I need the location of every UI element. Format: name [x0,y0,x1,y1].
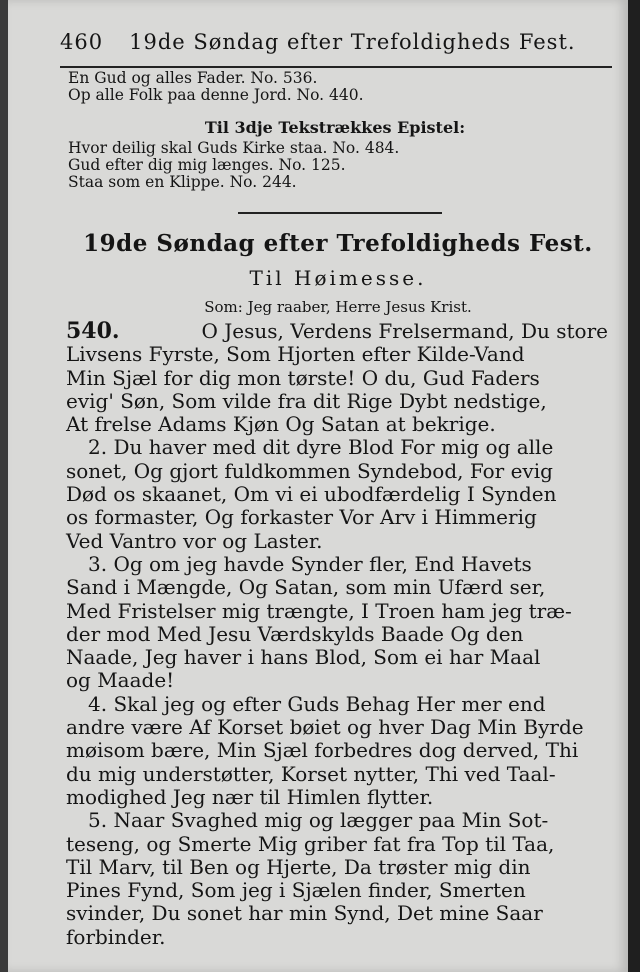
hymn-line-text: 5. Naar Svaghed mig og lægger paa Min Sot- [88,808,549,833]
running-title: 19de Søndag efter Trefoldigheds Fest. [129,30,576,54]
service-title: Til Høimesse. [249,266,427,290]
hymn-line-text: At frelse Adams Kjøn Og Satan at bekrige. [66,412,496,437]
hymn-line-text: du mig understøtter, Korset nytter, Thi ved Taal- [66,761,556,786]
hymn-line [66,367,608,390]
hymn-line-text: O Jesus, Verdens Frelsermand, Du store [201,319,608,343]
hymn-line-text: Ved Vantro vor og Laster. [66,528,323,553]
hymn-line [66,716,608,739]
hymn-line-text: os formaster, Og forkaster Vor Arv i Himmerig [66,505,537,530]
hymn-line-text: møisom bære, Min Sjæl forbedres dog derved, Thi [66,738,579,763]
hymn-line [66,693,608,716]
header-rule [60,66,612,68]
hymn-line [66,413,608,436]
melody-note: Som: Jeg raaber, Herre Jesus Krist. [204,298,472,316]
hymn-line-text: Med Fristelser mig trængte, I Troen ham jeg træ- [66,598,572,623]
page-header [60,30,610,54]
hymn-line [66,600,608,623]
epistle-hymn-list [68,140,608,191]
hymn-line [66,390,608,413]
hymn-line [66,879,608,902]
hymn-reference: En Gud og alles Fader. No. 536. [68,69,318,87]
hymn-line-text: Min Sjæl for dig mon tørste! O du, Gud Faders [66,365,540,390]
hymn-line [66,902,608,925]
hymn-text [66,320,608,949]
hymn-reference: Staa som en Klippe. No. 244. [68,173,297,191]
top-hymn-list [68,70,608,104]
hymn-line [66,763,608,786]
hymn-line-text: svinder, Du sonet har min Synd, Det mine Saar [66,901,543,926]
hymn-line-text: Livsens Fyrste, Som Hjorten efter Kilde-Vand [66,342,525,367]
hymn-line-text: og Maade! [66,668,175,693]
hymn-line-text: forbinder. [66,924,166,949]
hymn-line [66,856,608,879]
hymn-line [66,809,608,832]
hymn-line [66,926,608,949]
hymn-line [66,786,608,809]
hymn-line-text: modighed Jeg nær til Himlen flytter. [66,784,434,809]
page-number: 460 [60,30,104,54]
hymn-line-text: Sand i Mængde, Og Satan, som min Ufærd ser, [66,575,546,600]
hymn-line [66,553,608,576]
hymn-line-text: Naade, Jeg haver i hans Blod, Som ei har Maal [66,645,541,670]
hymn-line-text: Til Marv, til Ben og Hjerte, Da trøster mig din [66,854,531,879]
hymn-line-text: Død os skaanet, Om vi ei ubodfærdelig I Synden [66,482,557,507]
hymn-line-text: 3. Og om jeg havde Synder fler, End Havets [88,551,532,576]
hymn-line [66,460,608,483]
hymn-line-text: sonet, Og gjort fuldkommen Syndebod, For evig [66,458,553,483]
hymn-line-text: evig' Søn, Som vilde fra dit Rige Dybt nedstige, [66,388,547,413]
hymn-line [66,833,608,856]
book-page [8,0,628,972]
sunday-title: 19de Søndag efter Trefoldigheds Fest. [83,230,593,257]
hymn-reference: Op alle Folk paa denne Jord. No. 440. [68,86,364,104]
hymn-line [66,343,608,366]
hymn-line [66,669,608,692]
hymn-line-text: 4. Skal jeg og efter Guds Behag Her mer end [88,691,546,716]
hymn-line [66,506,608,529]
hymn-reference: Gud efter dig mig længes. No. 125. [68,156,346,174]
hymn-line [66,623,608,646]
hymn-line [66,646,608,669]
section-divider [238,212,442,214]
hymn-line [66,436,608,459]
hymn-line-text: Pines Fynd, Som jeg i Sjælen finder, Smerten [66,878,526,903]
hymn-line-text: teseng, og Smerte Mig griber fat fra Top til Taa, [66,831,555,856]
page-edge-shadow [628,0,640,972]
hymn-line [66,576,608,599]
hymn-line-text: andre være Af Korset bøiet og hver Dag Min Byrde [66,715,584,740]
hymn-line-text: der mod Med Jesu Værdskylds Baade Og den [66,621,524,646]
epistle-heading: Til 3dje Tekstrækkes Epistel: [204,118,466,137]
hymn-line [66,739,608,762]
hymn-line [66,530,608,553]
hymn-line [66,483,608,506]
hymn-number: 540. [66,318,120,344]
hymn-line [66,320,608,343]
hymn-reference: Hvor deilig skal Guds Kirke staa. No. 484. [68,139,400,157]
hymn-line-text: 2. Du haver med dit dyre Blod For mig og alle [88,435,554,460]
